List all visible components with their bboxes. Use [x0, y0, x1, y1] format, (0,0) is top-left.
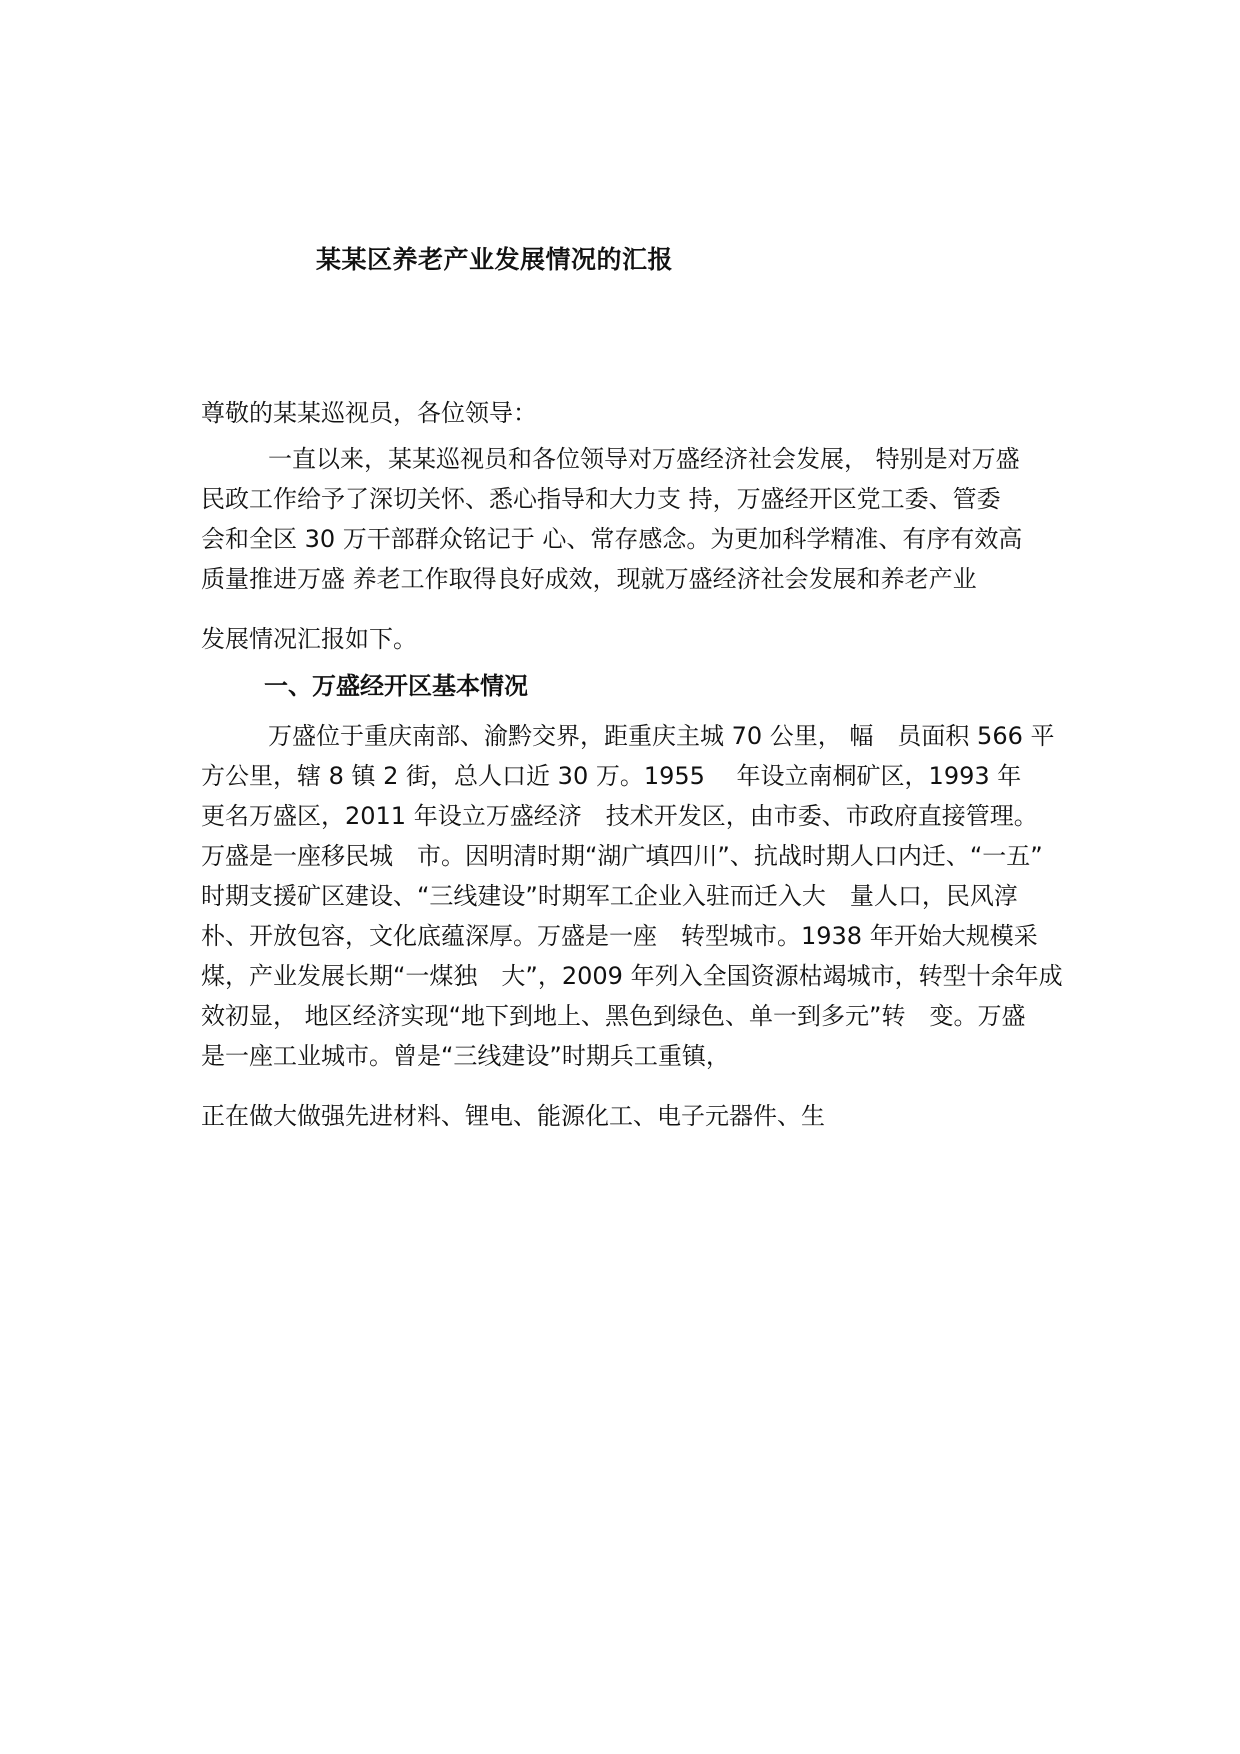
body-line: 更名万盛区，2011 年设立万盛经济 技术开发区，由市委、市政府直接管理。 — [201, 802, 1038, 830]
body-line: 效初显， 地区经济实现“地下到地上、黑色到绿色、单一到多元”转 变。万盛 — [201, 1002, 1026, 1030]
body-line: 方公里，辖 8 镇 2 街，总人口近 30 万。1955 年设立南桐矿区，1993 年 — [201, 762, 1022, 790]
intro-line: 会和全区 30 万干部群众铭记于 心、常存感念。为更加科学精准、有序有效高 — [201, 525, 1023, 553]
intro-line: 民政工作给予了深切关怀、悉心指导和大力支 持，万盛经开区党工委、管委 — [201, 485, 1001, 513]
intro-line: 一直以来，某某巡视员和各位领导对万盛经济社会发展， 特别是对万盛 — [268, 445, 1020, 473]
intro-line: 质量推进万盛 养老工作取得良好成效，现就万盛经济社会发展和养老产业 — [201, 565, 977, 593]
body-line: 是一座工业城市。曾是“三线建设”时期兵工重镇， — [201, 1042, 730, 1070]
salutation: 尊敬的某某巡视员，各位领导： — [201, 399, 537, 427]
body-line: 万盛位于重庆南部、渝黔交界，距重庆主城 70 公里， 幅 员面积 566 平 — [268, 722, 1055, 750]
section-heading: 一、万盛经开区基本情况 — [264, 672, 528, 700]
document-title: 某某区养老产业发展情况的汇报 — [316, 245, 674, 274]
body-line: 朴、开放包容，文化底蕴深厚。万盛是一座 转型城市。1938 年开始大规模采 — [201, 922, 1038, 950]
body-line: 正在做大做强先进材料、锂电、能源化工、电子元器件、生 — [201, 1102, 825, 1130]
body-line: 时期支援矿区建设、“三线建设”时期军工企业入驻而迁入大 量人口，民风淳 — [201, 882, 1018, 910]
intro-line: 发展情况汇报如下。 — [201, 625, 417, 653]
body-line: 煤，产业发展长期“一煤独 大”，2009 年列入全国资源枯竭城市，转型十余年成 — [201, 962, 1063, 990]
body-line: 万盛是一座移民城 市。因明清时期“湖广填四川”、抗战时期人口内迁、“一五” — [201, 842, 1043, 870]
